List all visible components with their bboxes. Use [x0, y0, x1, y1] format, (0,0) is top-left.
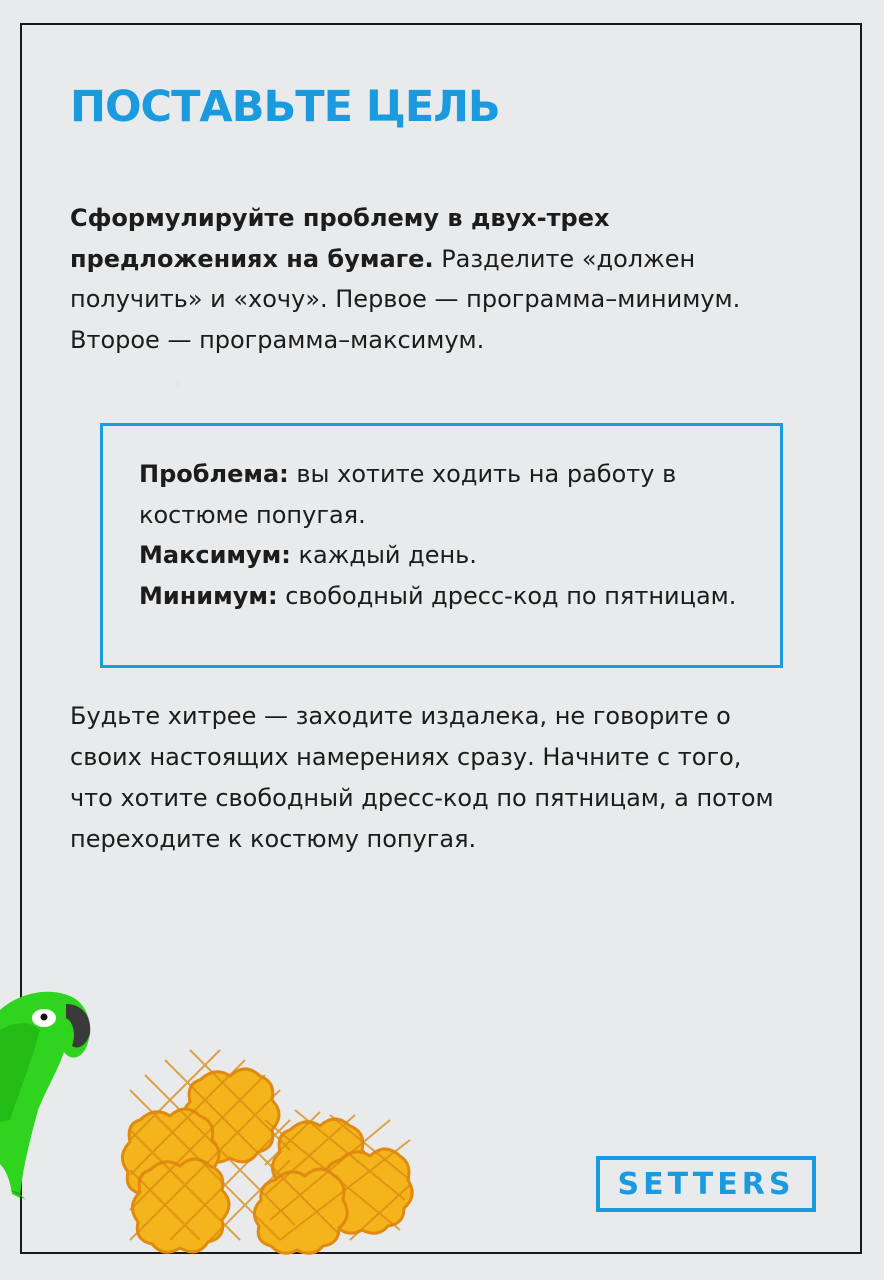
- intro-text: Разделите «должен получить» и «хочу». Первое — программа–минимум. Второе — программа–максимум.: [70, 244, 741, 354]
- problem-label: Проблема:: [139, 460, 289, 488]
- intro-bold-lead: Сформулируйте проблему в двух-трех предложениях на бумаге.: [70, 204, 610, 273]
- minimum-text: свободный дресс-код по пятницам.: [277, 581, 737, 610]
- setters-logo: SETTERS: [596, 1156, 816, 1212]
- advice-paragraph: Будьте хитрее — заходите издалека, не говорите о своих настоящих намерениях сразу. Начните с того, что хотите свободный дресс-код по пятницам, а потом переходите к костюму попугая.: [70, 702, 774, 853]
- example-callout: [100, 423, 783, 668]
- callout-text: [139, 454, 759, 616]
- intro-paragraph: [70, 198, 770, 360]
- page-title: ПОСТАВЬТЕ ЦЕЛЬ: [70, 82, 500, 132]
- maximum-label: Максимум:: [139, 541, 291, 569]
- problem-text: вы хотите ходить на работу в костюме попугая.: [139, 460, 677, 529]
- minimum-label: Минимум:: [139, 581, 278, 610]
- maximum-text: каждый день.: [290, 541, 477, 569]
